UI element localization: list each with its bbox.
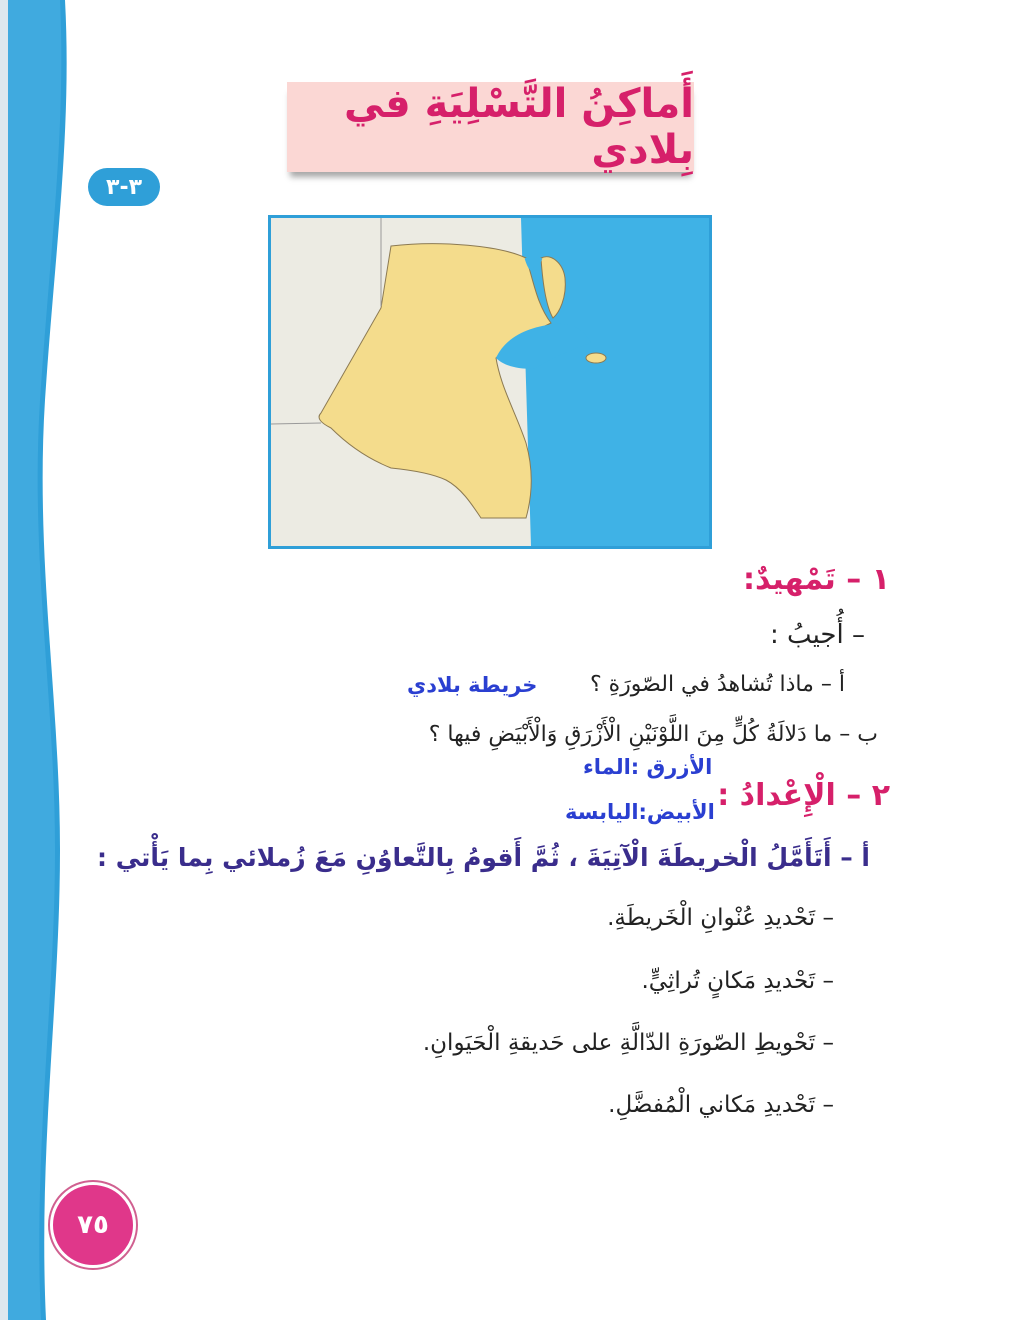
section2-heading: ٢ – الْإِعْدادُ :: [717, 778, 890, 813]
lesson-number-badge: ٣-٣: [88, 168, 160, 206]
task-item: – تَحْديدِ مَكانٍ تُراثِيٍّ.: [641, 968, 834, 994]
kuwait-map: [268, 215, 712, 549]
page-number: ٧٥: [50, 1182, 136, 1268]
map-islet: [586, 353, 606, 363]
question-b: ب – ما دَلالَةُ كُلٍّ مِنَ اللَّوْنَيْنِ الْأَزْرَقِ وَالْأَبْيَضِ فيها ؟: [428, 722, 878, 747]
task-item: – تَحْويطِ الصّورَةِ الدّالَّةِ على حَديقةِ الْحَيَوانِ.: [422, 1030, 834, 1056]
question-a: أ – ماذا تُشاهدُ في الصّورَةِ ؟: [589, 672, 845, 697]
section1-prompt: – أُجيبُ :: [770, 620, 865, 650]
task-item: – تَحْديدِ مَكاني الْمُفضَّلِ.: [608, 1092, 834, 1118]
section1-heading: ١ – تَمْهيدٌ:: [743, 562, 890, 597]
map-illustration: [271, 218, 709, 546]
title-banner: [287, 82, 694, 172]
answer-b-blue: الأزرق :الماء: [583, 755, 713, 779]
answer-a: خريطة بلادي: [407, 673, 538, 697]
page-title: أَماكِنُ التَّسْلِيَةِ في بِلادي: [344, 81, 694, 173]
answer-b-white: الأبيض:اليابسة: [565, 800, 715, 824]
task-item: – تَحْديدِ عُنْوانِ الْخَريطَةِ.: [607, 905, 834, 931]
section2-instruction: أ – أَتَأَمَّلُ الْخريطَةَ الْآتِيَةَ ، ثُمَّ أَقومُ بِالتَّعاوُنِ مَعَ زُملائي بِما يَأْتي :: [97, 843, 870, 872]
